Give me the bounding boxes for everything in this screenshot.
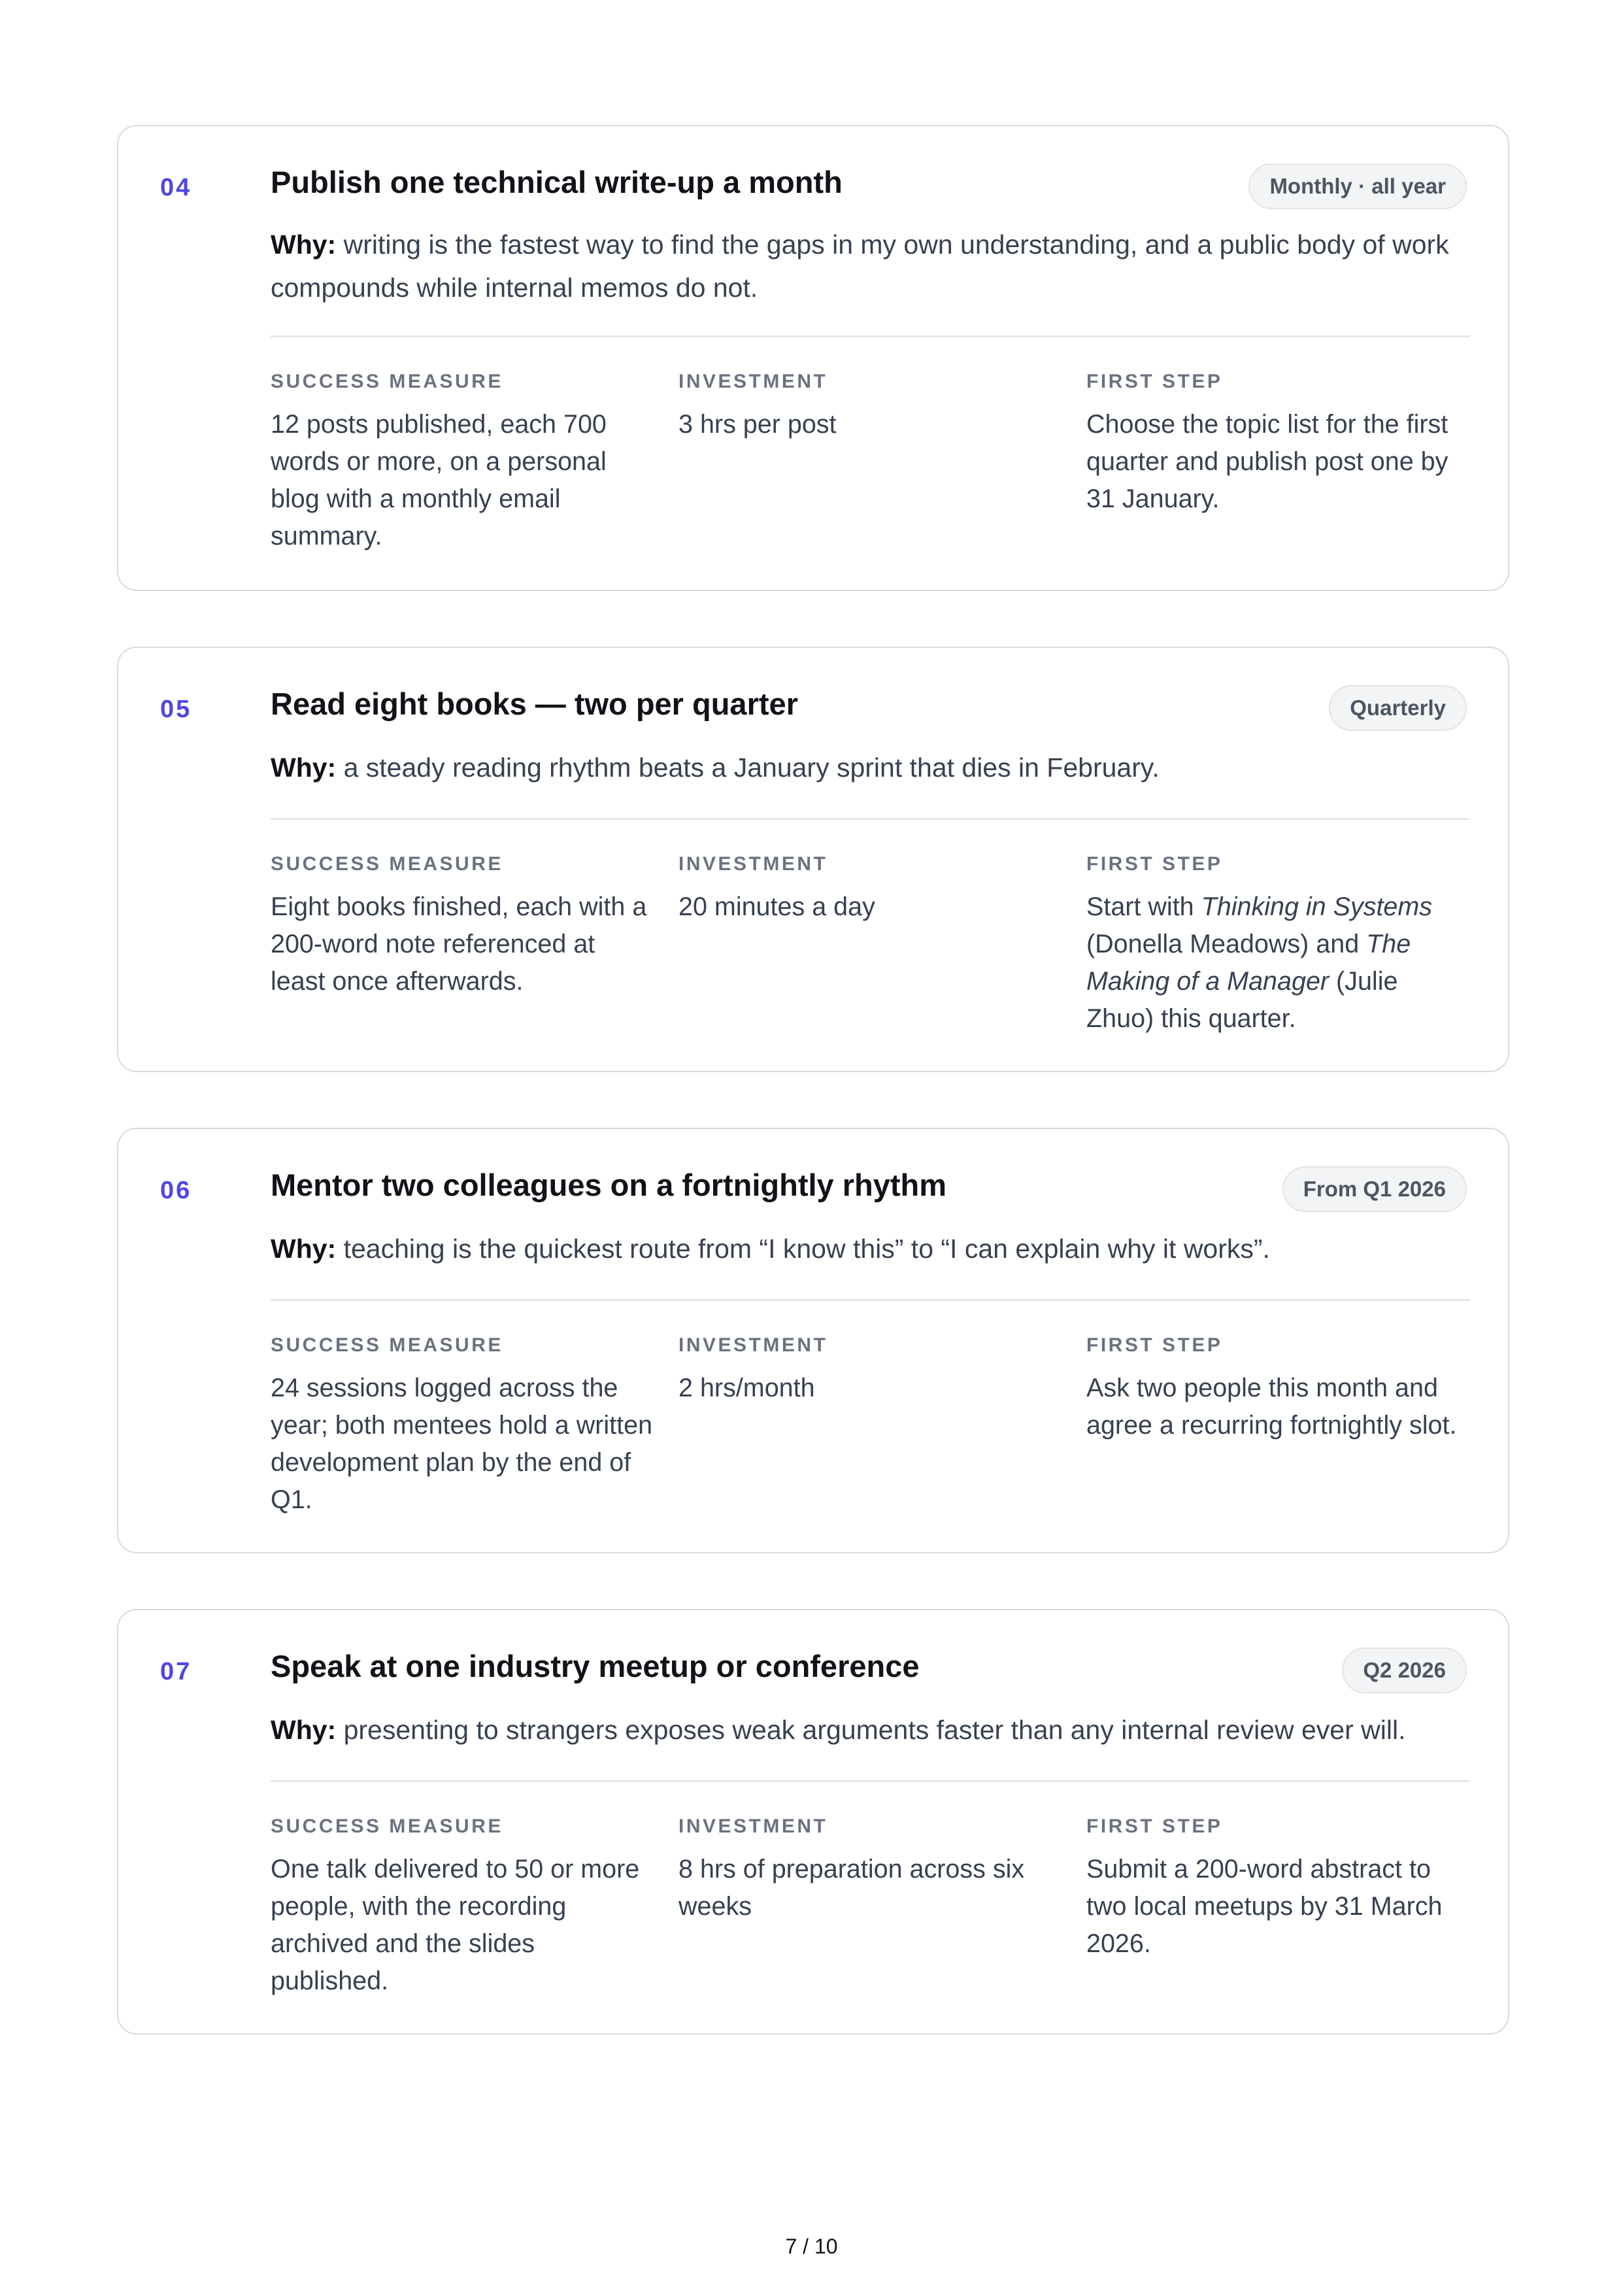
goal-why bbox=[271, 1708, 1470, 1751]
goal-why bbox=[271, 1227, 1470, 1270]
first-step-value: Submit a 200-word abstract to two local meetups by 31 March 2026. bbox=[1086, 1855, 1443, 1958]
goal-number: 07 bbox=[160, 1658, 192, 1685]
success-measure-value: 24 sessions logged across the year; both mentees hold a written development plan by the end of Q1. bbox=[271, 1374, 653, 1514]
goal-number: 06 bbox=[160, 1177, 192, 1204]
frequency-badge: Quarterly bbox=[1329, 685, 1467, 731]
success-measure-label: SUCCESS MEASURE bbox=[271, 853, 503, 875]
goal-title: Speak at one industry meetup or conference bbox=[271, 1649, 920, 1683]
divider bbox=[271, 818, 1470, 820]
page-number: 7 / 10 bbox=[785, 2235, 838, 2258]
goal-number: 04 bbox=[160, 174, 192, 201]
goal-why bbox=[271, 223, 1470, 309]
first-step-column bbox=[1086, 369, 1472, 518]
success-measure-value: Eight books finished, each with a 200-word note referenced at least once afterwards. bbox=[271, 892, 647, 996]
goal-title: Publish one technical write-up a month bbox=[271, 165, 843, 199]
investment-label: INVESTMENT bbox=[678, 371, 828, 392]
first-step-text: (Donella Meadows) and bbox=[1086, 930, 1367, 958]
goal-card-06 bbox=[117, 1128, 1509, 1553]
first-step-text: (Julie Zhuo) this quarter. bbox=[1086, 967, 1398, 1033]
divider bbox=[271, 1780, 1470, 1782]
frequency-badge: Monthly · all year bbox=[1248, 163, 1467, 209]
investment-label: INVESTMENT bbox=[678, 853, 828, 875]
goal-card-07 bbox=[117, 1609, 1509, 2034]
first-step-label: FIRST STEP bbox=[1086, 371, 1223, 392]
investment-value: 20 minutes a day bbox=[678, 892, 875, 921]
divider bbox=[271, 1299, 1470, 1301]
first-step-column bbox=[1086, 851, 1472, 1038]
goal-why bbox=[271, 746, 1470, 789]
investment-column bbox=[678, 1814, 1064, 1925]
success-measure-value: One talk delivered to 50 or more people, with the recording archived and the slides published. bbox=[271, 1855, 640, 1995]
investment-label: INVESTMENT bbox=[678, 1334, 828, 1356]
book-title: The Making of a Manager bbox=[1086, 930, 1411, 996]
investment-value: 8 hrs of preparation across six weeks bbox=[678, 1855, 1025, 1921]
first-step-value: Ask two people this month and agree a recurring fortnightly slot. bbox=[1086, 1374, 1457, 1440]
why-label: Why: bbox=[271, 1234, 337, 1264]
success-measure-column bbox=[271, 851, 656, 1000]
first-step-value bbox=[1086, 888, 1472, 1038]
goal-card-05 bbox=[117, 647, 1509, 1072]
first-step-label: FIRST STEP bbox=[1086, 1334, 1223, 1356]
why-label: Why: bbox=[271, 229, 337, 260]
investment-column bbox=[678, 369, 1064, 443]
why-text: writing is the fastest way to find the gaps in my own understanding, and a public body of work compounds while internal memos do not. bbox=[271, 229, 1449, 303]
investment-value: 3 hrs per post bbox=[678, 410, 837, 439]
first-step-value: Choose the topic list for the first quarter and publish post one by 31 January. bbox=[1086, 410, 1448, 513]
first-step-column bbox=[1086, 1814, 1472, 1963]
first-step-label: FIRST STEP bbox=[1086, 853, 1223, 875]
investment-column bbox=[678, 1332, 1064, 1407]
divider bbox=[271, 335, 1470, 337]
investment-label: INVESTMENT bbox=[678, 1815, 828, 1837]
why-text: a steady reading rhythm beats a January sprint that dies in February. bbox=[336, 752, 1160, 783]
success-measure-column bbox=[271, 369, 656, 555]
why-text: presenting to strangers exposes weak arguments faster than any internal review ever will. bbox=[336, 1715, 1406, 1745]
goal-title: Mentor two colleagues on a fortnightly rhythm bbox=[271, 1168, 947, 1202]
success-measure-label: SUCCESS MEASURE bbox=[271, 371, 503, 392]
book-title: Thinking in Systems bbox=[1201, 892, 1433, 921]
first-step-text: Start with bbox=[1086, 892, 1201, 921]
investment-column bbox=[678, 851, 1064, 926]
why-label: Why: bbox=[271, 1715, 337, 1745]
success-measure-column bbox=[271, 1814, 656, 2000]
first-step-column bbox=[1086, 1332, 1472, 1444]
first-step-label: FIRST STEP bbox=[1086, 1815, 1223, 1837]
success-measure-label: SUCCESS MEASURE bbox=[271, 1815, 503, 1837]
why-label: Why: bbox=[271, 752, 337, 783]
success-measure-column bbox=[271, 1332, 656, 1519]
frequency-badge: From Q1 2026 bbox=[1282, 1166, 1467, 1212]
goal-title: Read eight books — two per quarter bbox=[271, 686, 798, 721]
investment-value: 2 hrs/month bbox=[678, 1374, 815, 1402]
success-measure-value: 12 posts published, each 700 words or more, on a personal blog with a monthly email summary. bbox=[271, 410, 607, 550]
frequency-badge: Q2 2026 bbox=[1342, 1647, 1467, 1693]
why-text: teaching is the quickest route from “I know this” to “I can explain why it works”. bbox=[336, 1234, 1270, 1264]
goal-card-04 bbox=[117, 125, 1509, 591]
success-measure-label: SUCCESS MEASURE bbox=[271, 1334, 503, 1356]
goal-number: 05 bbox=[160, 696, 192, 723]
